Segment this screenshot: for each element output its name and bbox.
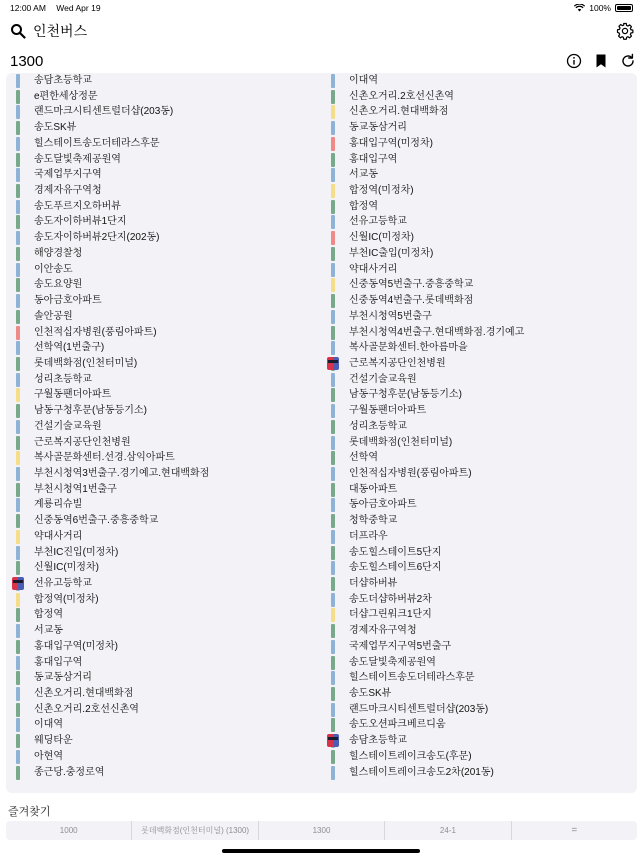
route-segment (331, 90, 335, 104)
route-segment (16, 357, 20, 371)
favorites-reorder-handle[interactable]: = (571, 825, 578, 836)
search-input[interactable] (33, 20, 593, 42)
status-date: Wed Apr 19 (56, 3, 101, 13)
bus-stop-name: 솔안공원 (34, 310, 73, 322)
bus-stop-name: 홍대입구역 (34, 656, 83, 668)
bus-stop-name: 합정역 (34, 609, 63, 621)
bus-stop-name: 인천적십자병원(풍림아파트) (349, 467, 472, 479)
bus-stop-name: 부천시청역1번출구 (34, 483, 117, 495)
route-segment (16, 278, 20, 292)
route-segment (331, 561, 335, 575)
bus-stop-item[interactable] (12, 387, 322, 403)
bus-stop-name: 송도힐스테이트5단지 (349, 546, 442, 558)
bus-stop-item[interactable] (12, 670, 322, 686)
bus-stop-item[interactable] (12, 545, 322, 561)
bus-stop-name: 동아금호아파트 (34, 295, 102, 307)
bus-stop-item[interactable] (12, 592, 322, 608)
battery-icon (615, 4, 633, 12)
route-segment (331, 373, 335, 387)
stops-column-inbound (327, 73, 637, 793)
route-segment (16, 247, 20, 261)
bus-stop-name: 성리초등학교 (349, 420, 407, 432)
route-segment (331, 766, 335, 780)
bus-stop-item[interactable] (327, 450, 637, 466)
route-segment (16, 420, 20, 434)
bus-stop-name: 국제업무지구역 (34, 169, 102, 181)
bus-stop-item[interactable] (327, 529, 637, 545)
status-time: 12:00 AM (10, 3, 46, 13)
route-segment (16, 341, 20, 355)
bus-stop-item[interactable] (327, 73, 637, 89)
bus-stop-name: 신촌오거리.2호선신촌역 (349, 90, 454, 102)
bus-stop-item[interactable] (327, 120, 637, 136)
route-segment (331, 341, 335, 355)
route-segment (16, 137, 20, 151)
bus-stop-item[interactable] (12, 529, 322, 545)
bus-stop-item[interactable] (12, 717, 322, 733)
favorites-title: 즐겨찾기 (8, 806, 51, 818)
bus-stop-item[interactable] (327, 309, 637, 325)
bus-stop-name: 롯데백화점(인천터미널) (34, 357, 138, 369)
bus-stop-name: 경제자유구역청 (34, 185, 102, 197)
route-segment (331, 577, 335, 591)
bus-stop-name: 더프라우 (349, 530, 388, 542)
bus-stop-item[interactable] (327, 387, 637, 403)
bus-stop-item[interactable] (12, 309, 322, 325)
bus-stop-item[interactable] (12, 765, 322, 781)
route-segment (16, 593, 20, 607)
route-segment (331, 168, 335, 182)
bus-stop-item[interactable] (12, 702, 322, 718)
favorite-item[interactable]: 1000 (6, 821, 132, 840)
bus-stop-item[interactable] (12, 497, 322, 513)
bus-stop-item[interactable] (327, 214, 637, 230)
bus-stop-item[interactable] (12, 466, 322, 482)
bus-stop-name: 남동구청후문(남동등기소) (349, 389, 462, 401)
bus-stop-name: 동교동삼거리 (349, 122, 407, 134)
bus-stop-name: 송담초등학교 (349, 735, 407, 747)
bus-stop-name: 신중동역4번출구.롯데백화점 (349, 295, 474, 307)
bus-stop-item[interactable] (327, 262, 637, 278)
bookmark-icon[interactable] (592, 52, 610, 70)
bus-stop-item[interactable] (12, 89, 322, 105)
bus-stop-name: 신촌오거리.현대백화점 (34, 688, 134, 700)
bus-icon[interactable] (12, 577, 24, 590)
bus-stop-name: 신중동역6번출구.중흥중학교 (34, 515, 159, 527)
route-segment (16, 294, 20, 308)
route-segment (331, 703, 335, 717)
route-segment (331, 231, 335, 245)
route-segment (16, 153, 20, 167)
bus-stop-item[interactable] (12, 560, 322, 576)
route-segment (16, 608, 20, 622)
route-segment (16, 168, 20, 182)
route-segment (331, 467, 335, 481)
bus-stop-item[interactable] (12, 356, 322, 372)
bus-stop-item[interactable] (12, 293, 322, 309)
home-indicator (222, 849, 420, 853)
bus-stop-item[interactable] (12, 152, 322, 168)
bus-stop-item[interactable] (12, 120, 322, 136)
bus-stop-name: 송도달빛축제공원역 (349, 656, 436, 668)
bus-stop-name: 구월동팬더아파트 (349, 405, 427, 417)
route-segment (16, 530, 20, 544)
route-segment (16, 687, 20, 701)
bus-stop-name: 송도달빛축제공원역 (34, 153, 121, 165)
bus-stop-name: 경제자유구역청 (349, 625, 417, 637)
route-segment (16, 404, 20, 418)
bus-stop-name: 신중동역5번출구.중흥중학교 (349, 279, 474, 291)
bus-stop-item[interactable] (327, 686, 637, 702)
favorites-bar (6, 821, 637, 840)
bus-stop-name: 국제업무지구역5번출구 (349, 640, 452, 652)
bus-stop-name: 선학역 (349, 452, 378, 464)
route-segment (331, 750, 335, 764)
route-segment (16, 546, 20, 560)
bus-stop-item[interactable] (327, 670, 637, 686)
route-segment (331, 184, 335, 198)
bus-stop-item[interactable] (12, 419, 322, 435)
route-header (0, 50, 643, 74)
bus-stop-name: 약대사거리 (349, 263, 398, 275)
bus-stop-item[interactable] (12, 73, 322, 89)
route-segment (331, 105, 335, 119)
route-segment (16, 388, 20, 402)
route-segment (331, 451, 335, 465)
bus-stop-name: e편한세상정문 (34, 90, 98, 102)
bus-stop-item[interactable] (12, 450, 322, 466)
route-segment (16, 373, 20, 387)
route-number: 1300 (10, 53, 44, 70)
bus-stop-name: 구월동팬더아파트 (34, 389, 112, 401)
route-segment (331, 718, 335, 732)
bus-stop-name: 청학중학교 (349, 515, 398, 527)
bus-icon[interactable] (327, 734, 339, 747)
bus-stop-name: 이대역 (349, 75, 378, 86)
route-segment (16, 766, 20, 780)
bus-stop-name: 부천시청역5번출구 (349, 310, 432, 322)
bus-stop-item[interactable] (12, 230, 322, 246)
bus-stop-name: 송도오션파크베르디움 (349, 719, 446, 731)
bus-stop-item[interactable] (327, 639, 637, 655)
bus-stop-item[interactable] (327, 592, 637, 608)
bus-stop-item[interactable] (327, 733, 637, 749)
bus-stop-name: 동교동삼거리 (34, 672, 92, 684)
bus-stop-name: 송담초등학교 (34, 75, 92, 86)
route-segment (331, 278, 335, 292)
bus-stop-item[interactable] (12, 325, 322, 341)
route-segment (331, 514, 335, 528)
route-segment (331, 640, 335, 654)
bus-stop-item[interactable] (327, 545, 637, 561)
route-segment (331, 436, 335, 450)
bus-stop-item[interactable] (12, 262, 322, 278)
route-segment (331, 200, 335, 214)
bus-stop-name: 더샵그린워크1단지 (349, 609, 432, 621)
route-segment (16, 561, 20, 575)
bus-stop-name: 인천적십자병원(풍림아파트) (34, 326, 157, 338)
bus-stop-item[interactable] (12, 372, 322, 388)
bus-stop-name: 홍대입구역(미정차) (34, 640, 118, 652)
bus-stop-name: 부천시청역4번출구.현대백화점.경기예고 (349, 326, 525, 338)
bus-stop-item[interactable] (327, 340, 637, 356)
bus-stop-item[interactable] (327, 717, 637, 733)
bus-stop-item[interactable] (327, 403, 637, 419)
bus-stop-item[interactable] (327, 419, 637, 435)
stops-column-outbound (12, 73, 322, 793)
bus-stop-name: 송도자이하버뷰2단지(202동) (34, 232, 160, 244)
bus-stop-item[interactable] (327, 89, 637, 105)
bus-stop-item[interactable] (327, 749, 637, 765)
favorite-item[interactable]: 24-1 (385, 821, 511, 840)
bus-stop-item[interactable] (12, 513, 322, 529)
bus-stop-name: 계룡리슈빌 (34, 499, 83, 511)
bus-stop-name: 송도SK뷰 (34, 122, 77, 134)
bus-stop-name: 신월IC(미정차) (34, 562, 99, 574)
route-segment (16, 200, 20, 214)
route-segment (16, 90, 20, 104)
bus-stop-name: 힐스테이트송도더테라스후문 (349, 672, 475, 684)
bus-stop-item[interactable] (327, 623, 637, 639)
bus-stop-name: 힐스테이트레이크송도(후문) (349, 750, 472, 762)
route-segment (16, 74, 20, 88)
route-segment (16, 121, 20, 135)
bus-stop-name: 건설기술교육원 (34, 420, 102, 432)
bus-stop-name: 송도SK뷰 (349, 688, 392, 700)
route-segment (331, 121, 335, 135)
bus-stop-item[interactable] (12, 576, 322, 592)
bus-stop-name: 이안송도 (34, 263, 73, 275)
route-segment (331, 247, 335, 261)
bus-stop-name: 힐스테이트송도더테라스후문 (34, 137, 160, 149)
bus-stop-item[interactable] (327, 136, 637, 152)
route-segment (16, 483, 20, 497)
bus-stop-item[interactable] (12, 104, 322, 120)
route-segment (16, 215, 20, 229)
bus-stop-name: 서교동 (34, 625, 63, 637)
bus-icon[interactable] (327, 357, 339, 370)
bus-stop-name: 부천IC진입(미정차) (34, 546, 119, 558)
bus-stop-name: 홍대입구역(미정차) (349, 137, 433, 149)
bus-stop-item[interactable] (327, 607, 637, 623)
route-segment (16, 310, 20, 324)
route-segment (331, 687, 335, 701)
bus-stop-item[interactable] (12, 403, 322, 419)
bus-stop-name: 송도요양원 (34, 279, 83, 291)
bus-stop-name: 건설기술교육원 (349, 373, 417, 385)
route-segment (331, 608, 335, 622)
bus-stop-item[interactable] (327, 230, 637, 246)
route-segment (16, 624, 20, 638)
bus-stop-item[interactable] (327, 104, 637, 120)
bus-stop-item[interactable] (12, 183, 322, 199)
route-segment (331, 530, 335, 544)
bus-stop-item[interactable] (327, 372, 637, 388)
bus-stop-name: 동아금호아파트 (349, 499, 417, 511)
favorite-item[interactable]: 1300 (259, 821, 385, 840)
route-segment (16, 734, 20, 748)
route-segment (331, 388, 335, 402)
bus-stop-name: 약대사거리 (34, 530, 83, 542)
bus-stop-name: 합정역(미정차) (349, 185, 414, 197)
bus-stop-item[interactable] (12, 136, 322, 152)
route-segment (16, 184, 20, 198)
bus-stop-name: 랜드마크시티센트럴더샵(203동) (34, 106, 174, 118)
bus-stop-item[interactable] (12, 749, 322, 765)
route-segment (16, 640, 20, 654)
bus-stop-name: 성리초등학교 (34, 373, 92, 385)
bus-stop-item[interactable] (327, 576, 637, 592)
bus-stop-item[interactable] (327, 655, 637, 671)
refresh-icon[interactable] (619, 52, 637, 70)
bus-stop-name: 복사골문화센터.선경.삼익아파트 (34, 452, 175, 464)
route-segment (331, 498, 335, 512)
bus-stop-name: 송도자이하버뷰1단지 (34, 216, 127, 228)
bus-stop-item[interactable] (327, 356, 637, 372)
route-segment (331, 310, 335, 324)
bus-stop-item[interactable] (327, 482, 637, 498)
route-segment (16, 467, 20, 481)
bus-stop-item[interactable] (12, 655, 322, 671)
bus-stop-item[interactable] (327, 246, 637, 262)
route-segment (16, 671, 20, 685)
bus-stop-name: 서교동 (349, 169, 378, 181)
bus-stop-name: 송도푸르지오하버뷰 (34, 200, 121, 212)
bus-stop-name: 홍대입구역 (349, 153, 398, 165)
route-segment (16, 703, 20, 717)
route-segment (331, 153, 335, 167)
route-segment (331, 263, 335, 277)
wifi-icon (574, 4, 585, 12)
bus-stop-item[interactable] (327, 466, 637, 482)
bus-stop-item[interactable] (327, 325, 637, 341)
route-segment (331, 671, 335, 685)
bus-stop-name: 신촌오거리.2호선신촌역 (34, 703, 139, 715)
bus-stop-name: 합정역 (349, 200, 378, 212)
bus-stop-name: 이대역 (34, 719, 63, 731)
bus-stop-item[interactable] (327, 702, 637, 718)
bus-stop-item[interactable] (12, 340, 322, 356)
bus-stop-item[interactable] (327, 152, 637, 168)
route-segment (331, 624, 335, 638)
bus-stop-name: 선학역(1번출구) (34, 342, 105, 354)
route-segment (331, 74, 335, 88)
route-segment (331, 483, 335, 497)
bus-stop-name: 부천시청역3번출구.경기예고.현대백화점 (34, 467, 210, 479)
bus-stop-name: 아현역 (34, 750, 63, 762)
bus-stop-name: 종근당.충정로역 (34, 766, 105, 778)
bus-stop-name: 힐스테이트레이크송도2차(201동) (349, 766, 494, 778)
stops-panel (6, 73, 637, 793)
route-segment (16, 498, 20, 512)
search-icon (10, 23, 26, 39)
bus-stop-item[interactable] (12, 214, 322, 230)
bus-stop-name: 근로복지공단인천병원 (34, 436, 131, 448)
bus-stop-item[interactable] (327, 277, 637, 293)
route-segment (16, 514, 20, 528)
bus-stop-item[interactable] (12, 199, 322, 215)
status-bar (0, 0, 643, 16)
bus-stop-name: 더샵하버뷰 (349, 578, 398, 589)
bus-stop-name: 웨딩타운 (34, 735, 73, 747)
route-segment (16, 436, 20, 450)
bus-stop-item[interactable] (327, 167, 637, 183)
bus-stop-item[interactable] (12, 733, 322, 749)
bus-stop-item[interactable] (327, 183, 637, 199)
bus-stop-item[interactable] (12, 246, 322, 262)
bus-stop-item[interactable] (12, 435, 322, 451)
bus-stop-item[interactable] (327, 765, 637, 781)
route-segment (16, 263, 20, 277)
bus-stop-item[interactable] (327, 293, 637, 309)
route-segment (331, 137, 335, 151)
bus-stop-item[interactable] (327, 199, 637, 215)
bus-stop-name: 신촌오거리.현대백화점 (349, 106, 449, 118)
bus-stop-item[interactable] (12, 623, 322, 639)
bus-stop-name: 해양경찰청 (34, 247, 83, 259)
route-segment (16, 231, 20, 245)
bus-stop-item[interactable] (327, 560, 637, 576)
bus-stop-name: 선유고등학교 (34, 578, 92, 589)
bus-stop-item[interactable] (327, 497, 637, 513)
bus-stop-name: 랜드마크시티센트럴더샵(203동) (349, 703, 489, 715)
route-segment (331, 294, 335, 308)
bus-stop-name: 대동아파트 (349, 483, 398, 495)
bus-stop-name: 부천IC출입(미정차) (349, 247, 434, 259)
route-segment (331, 404, 335, 418)
bus-stop-name: 신월IC(미정차) (349, 232, 414, 244)
battery-percent: 100% (589, 3, 611, 13)
bus-stop-item[interactable] (327, 513, 637, 529)
bus-stop-name: 송도힐스테이트6단지 (349, 562, 442, 574)
bus-stop-item[interactable] (12, 167, 322, 183)
route-segment (16, 718, 20, 732)
route-segment (331, 546, 335, 560)
route-segment (331, 593, 335, 607)
bus-stop-name: 롯데백화점(인천터미널) (349, 436, 453, 448)
route-segment (331, 656, 335, 670)
bus-stop-item[interactable] (12, 607, 322, 623)
route-segment (16, 656, 20, 670)
bus-stop-name: 복사골문화센터.한아름마을 (349, 342, 468, 354)
bus-stop-item[interactable] (12, 639, 322, 655)
bus-stop-name: 송도더샵하버뷰2차 (349, 593, 432, 605)
bus-stop-item[interactable] (12, 482, 322, 498)
route-segment (331, 420, 335, 434)
info-icon[interactable] (565, 52, 583, 70)
bus-stop-name: 근로복지공단인천병원 (349, 357, 446, 369)
search-bar (0, 17, 643, 45)
bus-stop-name: 선유고등학교 (349, 216, 407, 228)
bus-stop-name: 남동구청후문(남동등기소) (34, 405, 147, 417)
route-segment (16, 750, 20, 764)
bus-stop-name: 합정역(미정차) (34, 593, 99, 605)
route-segment (331, 215, 335, 229)
route-segment (16, 326, 20, 340)
route-segment (16, 105, 20, 119)
gear-icon[interactable] (616, 22, 634, 40)
route-segment (331, 326, 335, 340)
favorite-item[interactable]: 롯데백화점(인천터미널) (1300) (132, 821, 258, 840)
bus-stop-item[interactable] (12, 686, 322, 702)
bus-stop-item[interactable] (12, 277, 322, 293)
bus-stop-item[interactable] (327, 435, 637, 451)
route-segment (16, 451, 20, 465)
